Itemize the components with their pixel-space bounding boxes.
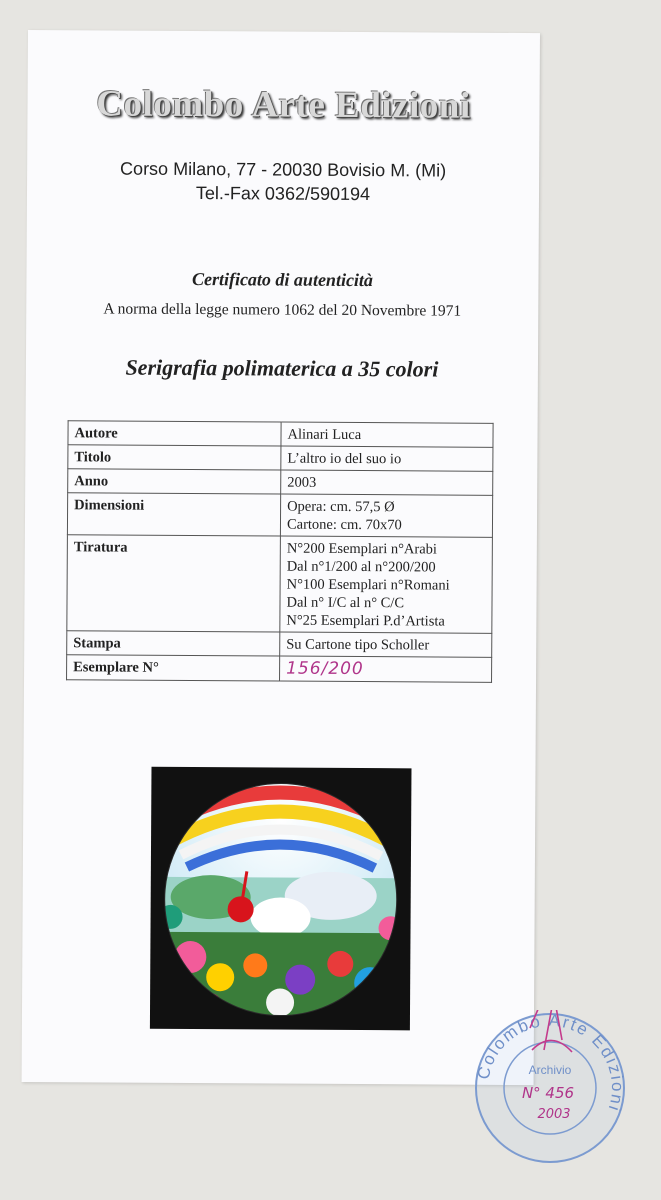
stamp-archive-number: N° 456 (521, 1084, 575, 1102)
tiratura-line: N°25 Esemplari P.d’Artista (286, 612, 445, 630)
stamp-year: 2003 (537, 1107, 571, 1122)
certificate-card (22, 30, 540, 1085)
table-row (67, 631, 492, 658)
details-table (66, 420, 494, 683)
table-row (68, 421, 493, 448)
autore-value: Alinari Luca (281, 422, 493, 447)
technique-title: Serigrafia polimaterica a 35 colori (125, 354, 439, 382)
address-block (27, 156, 539, 207)
titolo-value: L’altro io del suo io (281, 446, 493, 471)
dimensioni-opera: Opera: cm. 57,5 Ø (287, 498, 395, 516)
dimensioni-value (280, 494, 492, 537)
stamp-ring-text: Colombo Arte Edizioni (473, 1010, 628, 1115)
brand-title: Colombo Arte Edizioni (96, 83, 471, 127)
dimensioni-label: Dimensioni (67, 493, 280, 536)
certificate-title: Certificato di autenticità (191, 269, 374, 291)
tiratura-line: Dal n° I/C al n° C/C (286, 594, 405, 612)
tiratura-label: Tiratura (67, 535, 281, 632)
table-row (67, 493, 492, 538)
esemplare-value (280, 656, 492, 682)
stamp-archive-label: Archivio (528, 1063, 572, 1077)
law-reference: A norma della legge numero 1062 del 20 Novembre 1971 (103, 300, 462, 320)
address-line: Corso Milano, 77 - 20030 Bovisio M. (Mi) (120, 158, 447, 181)
tiratura-line: N°100 Esemplari n°Romani (286, 576, 450, 594)
anno-value: 2003 (281, 470, 493, 495)
anno-label: Anno (68, 469, 281, 494)
tiratura-line: N°200 Esemplari n°Arabi (286, 540, 438, 558)
archive-stamp (472, 1010, 628, 1166)
stampa-value: Su Cartone tipo Scholler (280, 632, 492, 657)
table-row (67, 535, 493, 634)
table-row (68, 445, 493, 472)
stampa-label: Stampa (67, 631, 280, 656)
autore-label: Autore (68, 421, 281, 446)
phone-line: Tel.-Fax 0362/590194 (195, 183, 371, 205)
dimensioni-cartone: Cartone: cm. 70x70 (286, 516, 402, 534)
titolo-label: Titolo (68, 445, 281, 470)
table-row (67, 655, 492, 683)
artwork-illustration (150, 767, 412, 1031)
table-row (68, 469, 493, 496)
tiratura-line: Dal n°1/200 al n°200/200 (286, 558, 436, 576)
tiratura-value (280, 536, 493, 633)
stamp-seal-icon (472, 1010, 628, 1166)
handwritten-edition-number: 156/200 (286, 658, 364, 680)
artwork-image (150, 767, 412, 1031)
esemplare-label: Esemplare N° (67, 655, 280, 681)
